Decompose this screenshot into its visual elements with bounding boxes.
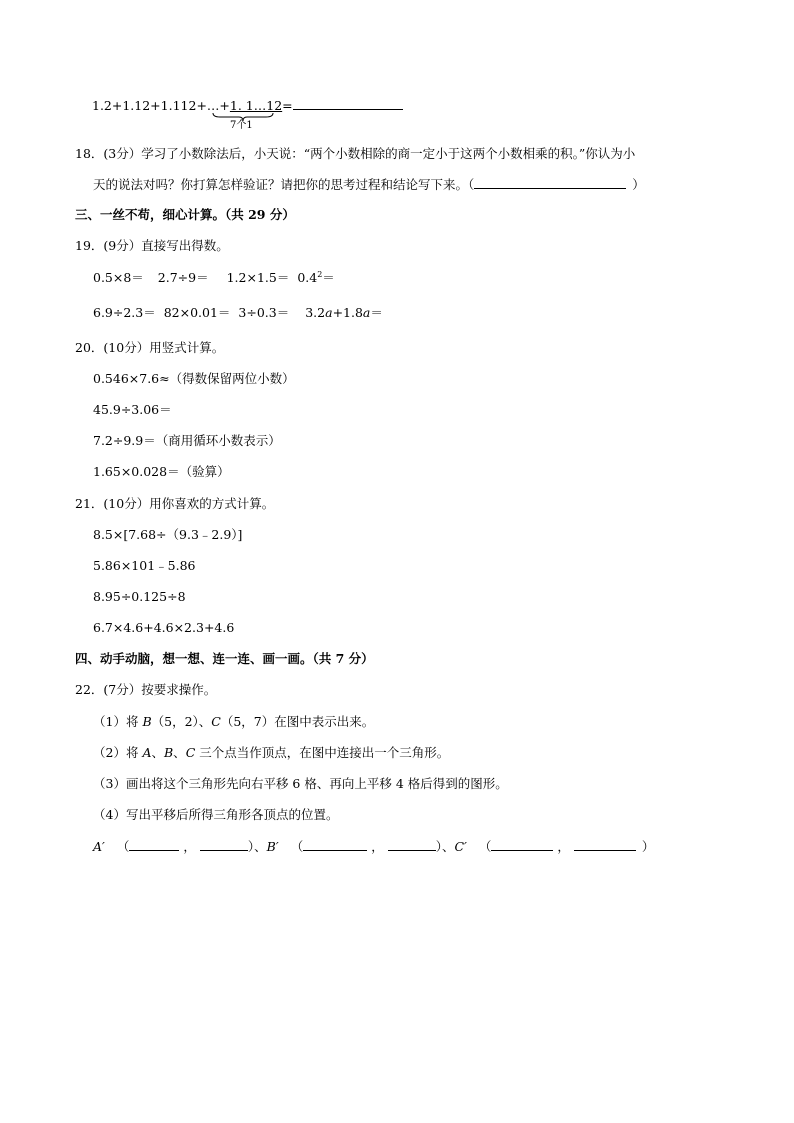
section4-title: 四、动手动脑，想一想、连一连、画一画。（共 7 分） <box>75 651 374 666</box>
q18-line1: 18．(3分）学习了小数除法后，小天说：“两个小数相除的商一定小于这两个小数相乘的积。”你认为小 <box>75 146 636 161</box>
q22-step2: （2）将 A、B、C 三个点当作顶点，在图中连接出一个三角形。 <box>93 745 450 760</box>
q17-brace-label: 7个1 <box>230 120 253 131</box>
q19-item: 1.2×1.5＝ <box>226 270 290 285</box>
q19-item-power: $0.4^2=$ <box>297 269 335 285</box>
q18-answer-blank[interactable] <box>474 176 626 189</box>
q19-item: 6.9÷2.3＝ <box>93 305 156 320</box>
q21-item: 8.5×[7.68÷（9.3﹣2.9）] <box>93 527 243 542</box>
c-prime-label: C′ <box>454 839 467 854</box>
q22-step1: （1）将 B（5，2）、C（5，7）在图中表示出来。 <box>93 714 375 729</box>
q20-item: 0.546×7.6≈（得数保留两位小数） <box>93 371 295 386</box>
q22-answer-row: A′ （ ， ）、B′ （ ， ）、C′ （ ， ） <box>93 839 655 854</box>
b-prime-x-blank[interactable] <box>303 838 367 851</box>
q19-row2 <box>93 305 383 321</box>
q20-item: 1.65×0.028＝（验算） <box>93 464 230 479</box>
c-prime-x-blank[interactable] <box>491 838 553 851</box>
q22-step3: （3）画出将这个三角形先向右平移 6 格、再向上平移 4 格后得到的图形。 <box>93 776 508 791</box>
q22-title: 22．(7分）按要求操作。 <box>75 682 217 697</box>
q21-item: 8.95÷0.125÷8 <box>93 589 186 604</box>
q17-eq: = <box>282 98 293 113</box>
q18-line2 <box>93 176 645 193</box>
q19-item: 2.7÷9＝ <box>157 270 209 285</box>
q19-title: 19．(9分）直接写出得数。 <box>75 238 229 253</box>
q17-prefix: 1.2+1.12+1.112+…+ <box>92 98 230 113</box>
q17-last-term: 1. 1…12 <box>229 98 283 113</box>
q20-item: 7.2÷9.9＝（商用循环小数表示） <box>93 433 281 448</box>
b-prime-label: B′ <box>266 839 279 854</box>
q19-item: 0.5×8＝ <box>93 270 144 285</box>
b-prime-y-blank[interactable] <box>388 838 436 851</box>
q19-item: 3÷0.3＝ <box>238 305 290 320</box>
a-prime-x-blank[interactable] <box>129 838 179 851</box>
a-prime-y-blank[interactable] <box>200 838 248 851</box>
q21-item: 5.86×101﹣5.86 <box>93 558 196 573</box>
q21-item: 6.7×4.6+4.6×2.3+4.6 <box>93 620 235 635</box>
q20-item: 45.9÷3.06＝ <box>93 402 172 417</box>
q20-title: 20．(10分）用竖式计算。 <box>75 340 225 355</box>
section3-title: 三、一丝不苟，细心计算。（共 29 分） <box>75 207 295 222</box>
q17-answer-blank[interactable] <box>293 97 403 110</box>
q18-line2-text: 天的说法对吗？你打算怎样验证？请把你的思考过程和结论写下来。（ <box>93 177 475 192</box>
q21-title: 21．(10分）用你喜欢的方式计算。 <box>75 496 275 511</box>
a-prime-label: A′ <box>93 839 105 854</box>
q22-step4: （4）写出平移后所得三角形各顶点的位置。 <box>93 807 339 822</box>
c-prime-y-blank[interactable] <box>574 838 636 851</box>
q19-row1 <box>93 270 335 286</box>
q19-item: 82×0.01＝ <box>163 305 231 320</box>
q19-item-variable: 3.2a+1.8a＝ <box>305 305 383 320</box>
q18-close: ） <box>632 177 645 192</box>
